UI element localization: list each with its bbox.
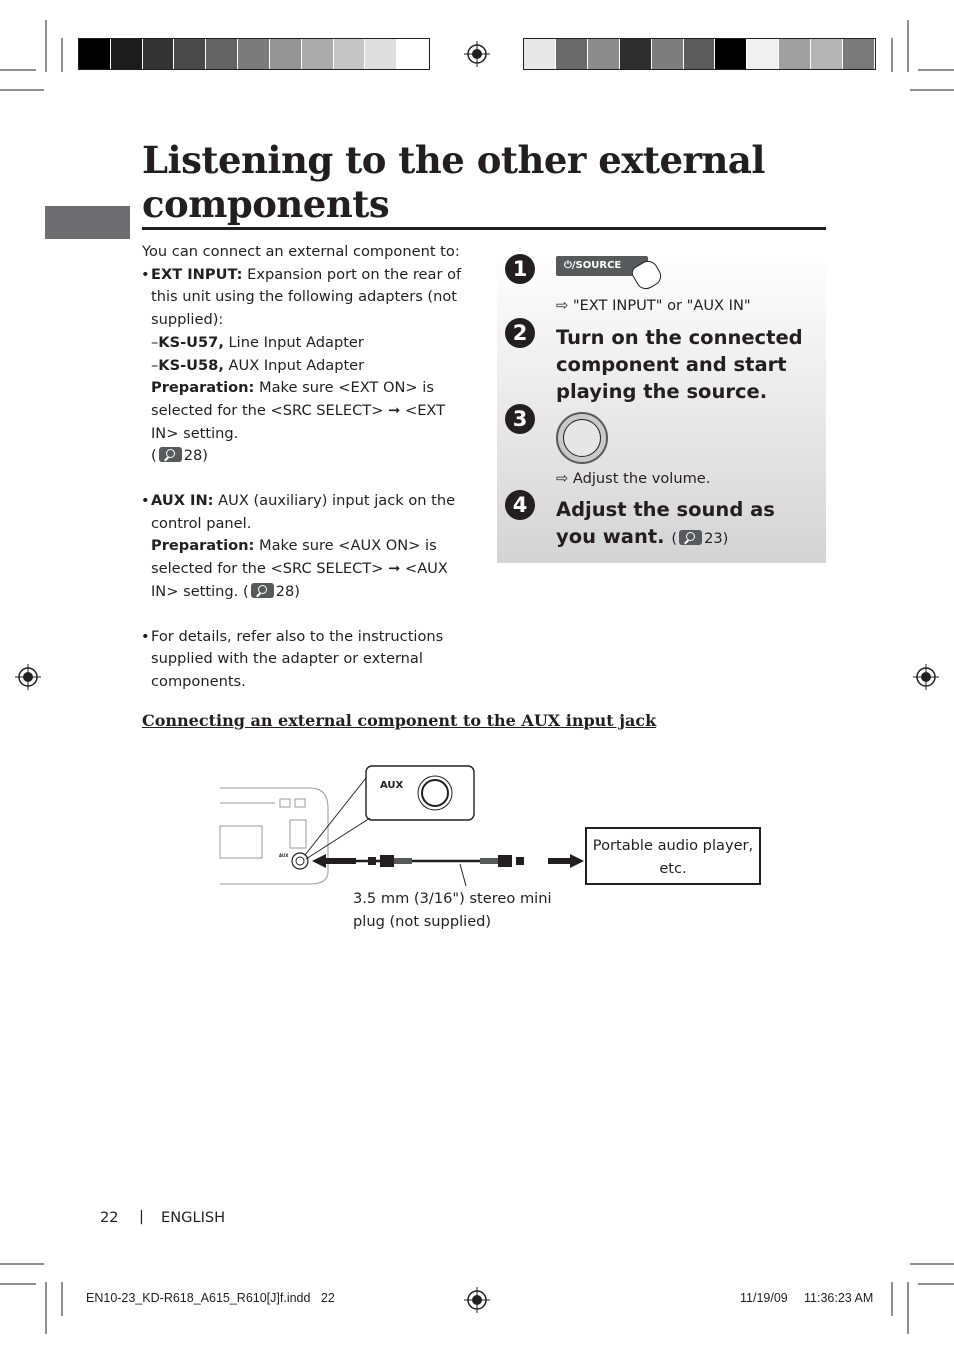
- stereo-plug-label: 3.5 mm (3/16") stereo mini plug (not supplied): [353, 890, 552, 930]
- arrow-glyph: ➞: [388, 401, 401, 419]
- magnifier-icon: [679, 530, 702, 545]
- aux-in-item: [142, 490, 477, 604]
- result-arrow-icon: ⇨: [556, 297, 569, 314]
- preparation-label: Preparation:: [151, 537, 255, 555]
- dash: –: [151, 356, 159, 374]
- slug-filename: EN10-23_KD-R618_A615_R610[J]f.indd 22: [86, 1291, 335, 1305]
- step-3-number: 3: [505, 404, 535, 434]
- step-4-text: Adjust the sound as you want.: [556, 498, 775, 548]
- footer-separator: |: [139, 1208, 144, 1225]
- registration-mark-top: [464, 41, 490, 67]
- preparation-label: Preparation:: [151, 379, 255, 397]
- ref-open: (: [151, 447, 157, 465]
- ref-open: (: [671, 530, 678, 547]
- registration-mark-bottom: [464, 1287, 490, 1313]
- aux-prep-text: Make sure <AUX ON> is selected for the <SRC SELECT>: [151, 537, 437, 578]
- registration-mark-left: [15, 664, 41, 690]
- step-4-ref: [671, 530, 728, 547]
- step-3-result-text: Adjust the volume.: [572, 470, 711, 487]
- adapter-ks-u57: KS-U57,: [158, 333, 224, 351]
- intro-text: You can connect an external component to:: [142, 243, 460, 260]
- slug-date: 11/19/09: [740, 1291, 788, 1305]
- step-3-result: [556, 470, 710, 487]
- page-title: Listening to the other external components: [142, 138, 765, 226]
- step-4-number: 4: [505, 490, 535, 520]
- magnifier-icon: [159, 447, 182, 462]
- details-note: • For details, refer also to the instructions supplied with the adapter or external components.: [142, 626, 477, 694]
- adapter-ks-u57-name: Line Input Adapter: [228, 333, 364, 351]
- result-arrow-icon: ⇨: [556, 470, 569, 487]
- page-number: 22: [100, 1209, 119, 1226]
- aux-in-label: AUX IN:: [151, 492, 214, 510]
- ext-input-item: [142, 264, 477, 468]
- step-1-result-text: "EXT INPUT" or "AUX IN": [572, 297, 751, 314]
- aux-ref-page: 28): [275, 582, 300, 600]
- ext-input-text: Expansion port on the rear of this unit using the following adapters (not supplied):: [151, 265, 462, 329]
- aux-small-label: AUX: [279, 853, 289, 858]
- dash: –: [151, 333, 159, 351]
- step-4: [556, 496, 818, 552]
- step-1-result: [556, 297, 751, 314]
- aux-jack-label: AUX: [380, 780, 404, 791]
- registration-mark-right: [913, 664, 939, 690]
- aux-in-text: AUX (auxiliary) input jack on the control panel.: [151, 492, 456, 532]
- slug-time: 11:36:23 AM: [804, 1291, 874, 1305]
- title-rule: [142, 227, 826, 230]
- section-heading: Connecting an external component to the AUX input jack: [142, 711, 657, 730]
- step-2-text: Turn on the connected component and start playing the source.: [556, 326, 803, 403]
- step-1-number: 1: [505, 254, 535, 284]
- aux-prep-text-b: <AUX IN> setting. (: [151, 560, 448, 600]
- footer-language: ENGLISH: [161, 1209, 226, 1226]
- volume-knob-face: [563, 419, 601, 457]
- adapter-ks-u58-name: AUX Input Adapter: [228, 356, 365, 374]
- ext-prep-text-b: <EXT IN> setting.: [151, 401, 446, 442]
- section-tab-marker: [45, 206, 130, 239]
- step-4-ref-page: 23): [704, 530, 729, 547]
- left-column: [142, 241, 477, 694]
- arrow-glyph: ➞: [388, 560, 401, 578]
- portable-player-label: Portable audio player, etc.: [592, 837, 754, 877]
- ext-ref-page: 28): [183, 447, 208, 465]
- adapter-ks-u58: KS-U58,: [158, 356, 224, 374]
- source-button: ⏻/SOURCE: [556, 256, 648, 276]
- step-2-number: 2: [505, 318, 535, 348]
- ext-prep-text: Make sure <EXT ON> is selected for the <SRC SELECT>: [151, 379, 434, 419]
- ext-input-label: EXT INPUT:: [151, 265, 243, 283]
- magnifier-icon: [251, 583, 274, 598]
